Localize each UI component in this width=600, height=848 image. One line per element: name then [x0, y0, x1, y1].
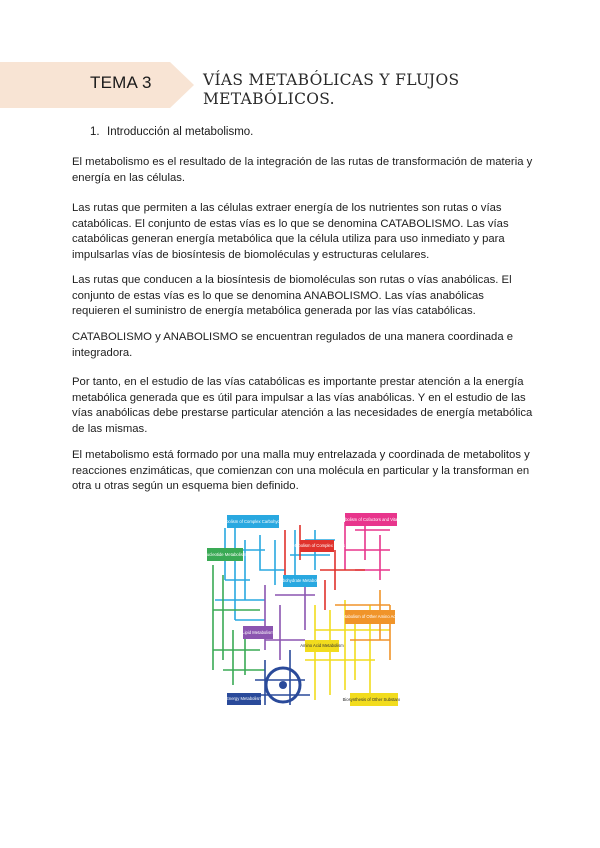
page-title: VÍAS METABÓLICAS Y FLUJOS METABÓLICOS. — [203, 71, 460, 108]
other-amino-label: Metabolism of Other Amino Acids — [339, 614, 400, 619]
paragraph-6: El metabolismo está formado por una malla muy entrelazada y coordinada de metabolitos y reacciones enzimáticas, que comienzan con una molécula en particular y la transforman en otra u otras según un esquema bien definido. — [72, 449, 530, 492]
section-heading — [90, 126, 253, 138]
complex-carbs-label: Metabolism of Complex Carbohydrates — [216, 519, 290, 524]
metabolic-pathways-figure — [205, 510, 400, 710]
paragraph-3: Las rutas que conducen a la biosíntesis de biomoléculas son rutas o vías anabólicas. El conjunto de estas vías es lo que se denomina ANABOLISMO. Las vías anabólicas requieren el suministro de energía metabólica generada por las vías catabólicas. — [72, 274, 512, 317]
section-number: 1. — [90, 126, 100, 138]
tema-banner-arrow — [170, 62, 194, 108]
paragraph-5: Por tanto, en el estudio de las vías catabólicas es importante prestar atención a la energía metabólica generada que es útil para impulsar a las vías anabólicas. Y en el estudio de las vías anabólicas debe prestarse particular atención a las necesidades de energía metabólica de las mismas. — [72, 376, 533, 435]
metabolic-map — [205, 510, 400, 710]
energy-label: Energy Metabolism — [226, 696, 262, 701]
cofactors-label: Metabolism of Cofactors and Vitamins — [335, 517, 400, 522]
lipid-label: Lipid Metabolism — [242, 630, 274, 635]
paragraph-4: CATABOLISMO y ANABOLISMO se encuentran regulados de una manera coordinada e integradora. — [72, 331, 514, 359]
complex-lipids-label: Metabolism of Complex Lipids — [289, 543, 345, 548]
section-title: Introducción al metabolismo. — [107, 126, 254, 138]
amino-acid-label: Amino Acid Metabolism — [300, 643, 344, 648]
tca-center — [279, 681, 287, 689]
other-substances-label: Biosynthesis of Other Substances — [342, 697, 400, 702]
tema-label: TEMA 3 — [90, 73, 152, 92]
paragraph-2: Las rutas que permiten a las células extraer energía de los nutrientes son rutas o vías catabólicas. El conjunto de estas vías es lo que se denomina CATABOLISMO. Las vías catabólicas generan energía metabólica que la célula utiliza para uso inmediato y para impulsarlas vías de biosíntesis de biomoléculas y estructuras celulares. — [72, 202, 509, 261]
paragraph-1: El metabolismo es el resultado de la integración de las rutas de transformación de materia y energía en las células. — [72, 156, 533, 184]
carbohydrate-label: Carbohydrate Metabolism — [276, 578, 324, 583]
nucleotide-label: Nucleotide Metabolism — [205, 552, 247, 557]
